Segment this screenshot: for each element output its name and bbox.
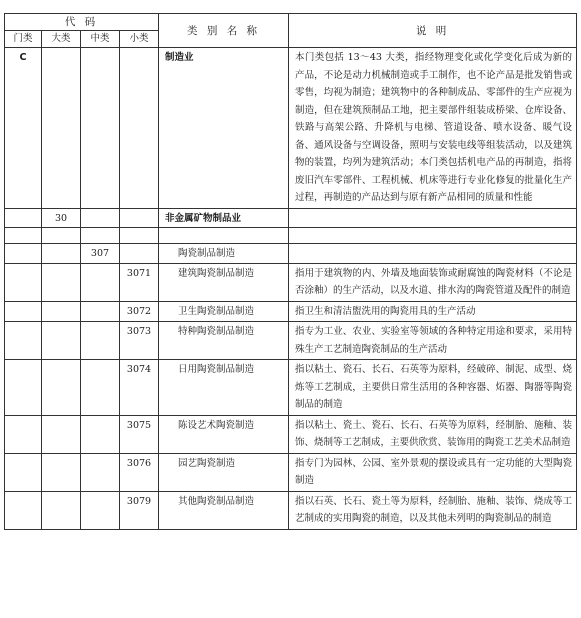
name-header: 类 别 名 称 — [159, 14, 289, 48]
category-description: 指专为工业、农业、实验室等领域的各种特定用途和要求，采用特殊生产工艺制造陶瓷制品的生产活动 — [289, 322, 577, 360]
category-description: 指以粘土、瓷土、瓷石、长石、石英等为原料，经制胎、施釉、装饰、烧制等工艺制成，主要供欣赏、装饰用的陶瓷工艺美术品制造 — [289, 415, 577, 453]
xiaolei-code: 3074 — [120, 360, 159, 416]
category-name: 卫生陶瓷制品制造 — [159, 301, 289, 322]
category-description: 指专门为园林、公园、室外景观的摆设或具有一定功能的大型陶瓷制造 — [289, 453, 577, 491]
table-row — [5, 322, 577, 360]
category-name: 日用陶瓷制品制造 — [159, 360, 289, 416]
table-row — [5, 360, 577, 416]
table-row — [5, 48, 577, 209]
col-header-zhonglei: 中类 — [81, 31, 120, 48]
category-description: 指以粘土、瓷石、长石、石英等为原料，经破碎、制泥、成型、烧炼等工艺制成，主要供日常生活用的各种容器、炻器、陶器等陶瓷制品的制造 — [289, 360, 577, 416]
table-row — [5, 491, 577, 529]
category-name: 建筑陶瓷制品制造 — [159, 263, 289, 301]
category-name: 园艺陶瓷制造 — [159, 453, 289, 491]
col-header-xiaolei: 小类 — [120, 31, 159, 48]
category-name: 陶瓷制品制造 — [159, 244, 289, 264]
menlei-code: C — [5, 48, 42, 209]
category-description: 指卫生和清洁盥洗用的陶瓷用具的生产活动 — [289, 301, 577, 322]
category-description: 指用于建筑物的内、外墙及地面装饰或耐腐蚀的陶瓷材料（不论是否涂釉）的生产活动，以及水道、排水沟的陶瓷管道及配件的制造 — [289, 263, 577, 301]
zhonglei-code: 307 — [81, 244, 120, 264]
category-name: 特种陶瓷制品制造 — [159, 322, 289, 360]
category-name: 其他陶瓷制品制造 — [159, 491, 289, 529]
xiaolei-code: 3075 — [120, 415, 159, 453]
category-name: 陈设艺术陶瓷制造 — [159, 415, 289, 453]
table-row — [5, 415, 577, 453]
xiaolei-code: 3076 — [120, 453, 159, 491]
xiaolei-code: 3079 — [120, 491, 159, 529]
table-row — [5, 208, 577, 228]
table-row — [5, 453, 577, 491]
classification-table — [4, 13, 577, 530]
xiaolei-code: 3073 — [120, 322, 159, 360]
dalei-code: 30 — [42, 208, 81, 228]
table-row — [5, 263, 577, 301]
col-header-dalei: 大类 — [42, 31, 81, 48]
category-name: 制造业 — [159, 48, 289, 209]
blank-row — [5, 228, 577, 244]
col-header-menlei: 门类 — [5, 31, 42, 48]
xiaolei-code: 3071 — [120, 263, 159, 301]
table-row — [5, 301, 577, 322]
category-description: 本门类包括 13～43 大类，指经物理变化或化学变化后成为新的产品，不论是动力机械制造或手工制作，也不论产品是批发销售或零售，均视为制造；建筑物中的各种制成品、零部件的生产应视为制造，但在建筑预制品工地，把主要部件组装成桥梁、仓库设备、铁路与高架公路、升降机与电梯、管道设备、喷水设备、暖气设备、通风设备与空调设备，照明与安装电线等组装活动，以及建筑物的装置，均列为建筑活动；本门类包括机电产品的再制造，指将废旧汽车零部件、工程机械、机床等进行专业化修复的批量化生产过程，再制造的产品达到与原有新产品相同的质量和性能 — [289, 48, 577, 209]
category-description: 指以石英、长石、瓷土等为原料，经制胎、施釉、装饰、烧成等工艺制成的实用陶瓷的制造，以及其他未列明的陶瓷制品的制造 — [289, 491, 577, 529]
table-row — [5, 244, 577, 264]
xiaolei-code: 3072 — [120, 301, 159, 322]
code-group-header: 代 码 — [5, 14, 159, 31]
category-name: 非金属矿物制品业 — [159, 208, 289, 228]
desc-header: 说 明 — [289, 14, 577, 48]
